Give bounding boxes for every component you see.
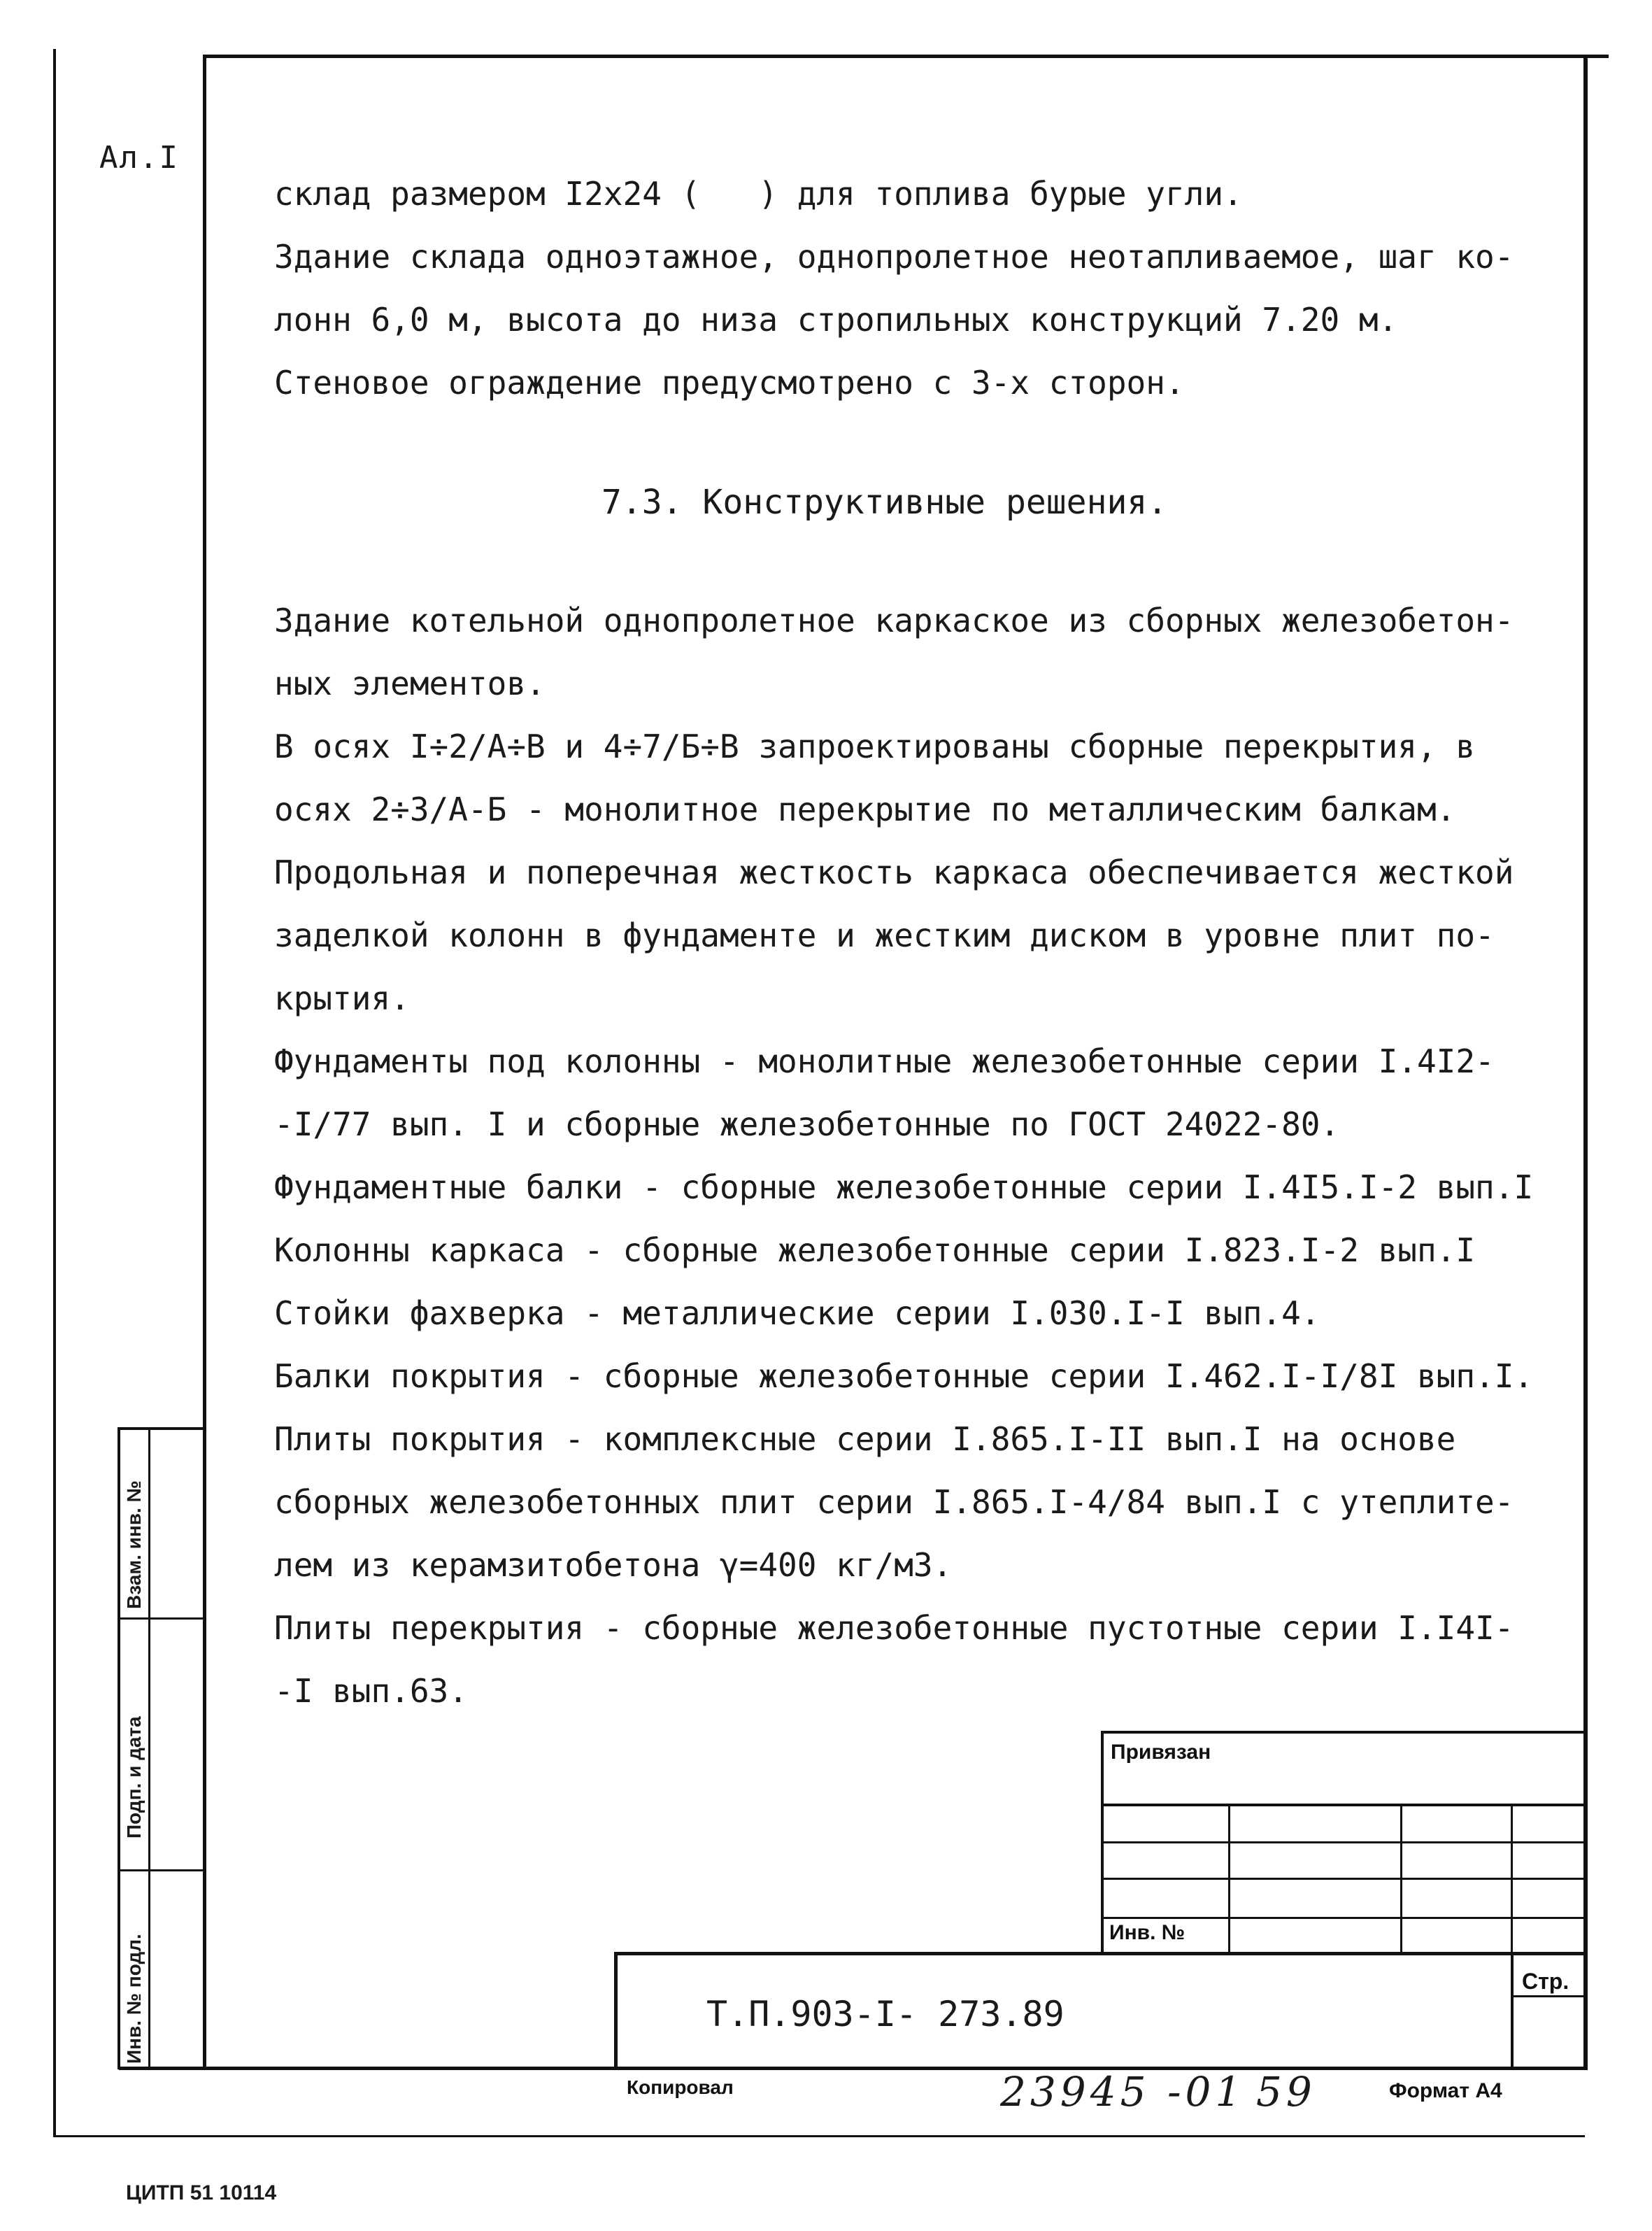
replace-inv-label: Взам. инв. № [123, 1480, 145, 1609]
copied-label: Копировал [627, 2076, 734, 2098]
orig-inv-label: Инв. № подл. [123, 1934, 145, 2064]
section-line: Здание котельной однопролетное каркаское из сборных железобетон- [274, 602, 1514, 639]
intro-line: Стеновое ограждение предусмотрено с 3-х сторон. [274, 364, 1185, 402]
outer-bottom-border [53, 2135, 1585, 2137]
section-line: Стойки фахверка - металлические серии I.030.I-I вып.4. [274, 1294, 1320, 1332]
section-line: -I/77 вып. I и сборные железобетонные по ГОСТ 24022-80. [274, 1105, 1340, 1143]
section-line: заделкой колонн в фундаменте и жестким диском в уровне плит по- [274, 916, 1495, 954]
frame-bottom [119, 2067, 1588, 2070]
section-line: Балки покрытия - сборные железобетонные серии I.462.I-I/8I вып.I. [274, 1357, 1534, 1395]
frame-right [1583, 55, 1588, 2069]
intro-line: Здание склада одноэтажное, однопролетное неотапливаемое, шаг ко- [274, 238, 1514, 276]
intro-line: лонн 6,0 м, высота до низа стропильных конструкций 7.20 м. [274, 301, 1398, 339]
section-heading: 7.3. Конструктивные решения. [601, 483, 1168, 522]
intro-line: склад размером I2х24 ( ) для топлива бурые угли. [274, 175, 1243, 213]
section-line: В осях I÷2/А÷В и 4÷7/Б÷В запроектированы сборные перекрытия, в [274, 728, 1476, 765]
section-line: Продольная и поперечная жесткость каркаса обеспечивается жесткой [274, 854, 1514, 891]
frame-left [203, 55, 206, 2069]
page-label: Стр. [1522, 1969, 1569, 1994]
section-line: ных элементов. [274, 665, 546, 702]
outer-left-border [53, 49, 56, 2137]
sheet-mark: Ал.I [99, 140, 179, 176]
bound-label: Привязан [1111, 1741, 1211, 1764]
sign-date-label: Подп. и дата [123, 1716, 145, 1839]
doc-code: Т.П.903-I- 273.89 [706, 1994, 1064, 2034]
format-label: Формат А4 [1389, 2079, 1502, 2102]
handwritten-page: 59 [1256, 2068, 1316, 2116]
section-line: Колонны каркаса - сборные железобетонные серии I.823.I-2 вып.I [274, 1231, 1476, 1269]
section-line: сборных железобетонных плит серии I.865.I-4/84 вып.I с утеплите- [274, 1483, 1514, 1521]
section-line: осях 2÷3/А-Б - монолитное перекрытие по металлическим балкам. [274, 791, 1456, 828]
section-line: Фундаментные балки - сборные железобетонные серии I.4I5.I-2 вып.I [274, 1168, 1534, 1206]
print-code: ЦИТП 51 10114 [126, 2181, 277, 2204]
section-line: Фундаменты под колонны - монолитные железобетонные серии I.4I2- [274, 1042, 1495, 1080]
section-line: -I вып.63. [274, 1672, 468, 1710]
handwritten-number: 23945 -01 [1000, 2068, 1246, 2116]
section-line: лем из керамзитобетона γ=400 кг/м3. [274, 1546, 953, 1584]
section-line: крытия. [274, 979, 410, 1017]
section-line: Плиты покрытия - комплексные серии I.865.I-II вып.I на основе [274, 1420, 1456, 1458]
frame-top [203, 55, 1609, 58]
section-line: Плиты перекрытия - сборные железобетонные пустотные серии I.I4I- [274, 1609, 1514, 1647]
inv-label: Инв. № [1109, 1921, 1185, 1944]
